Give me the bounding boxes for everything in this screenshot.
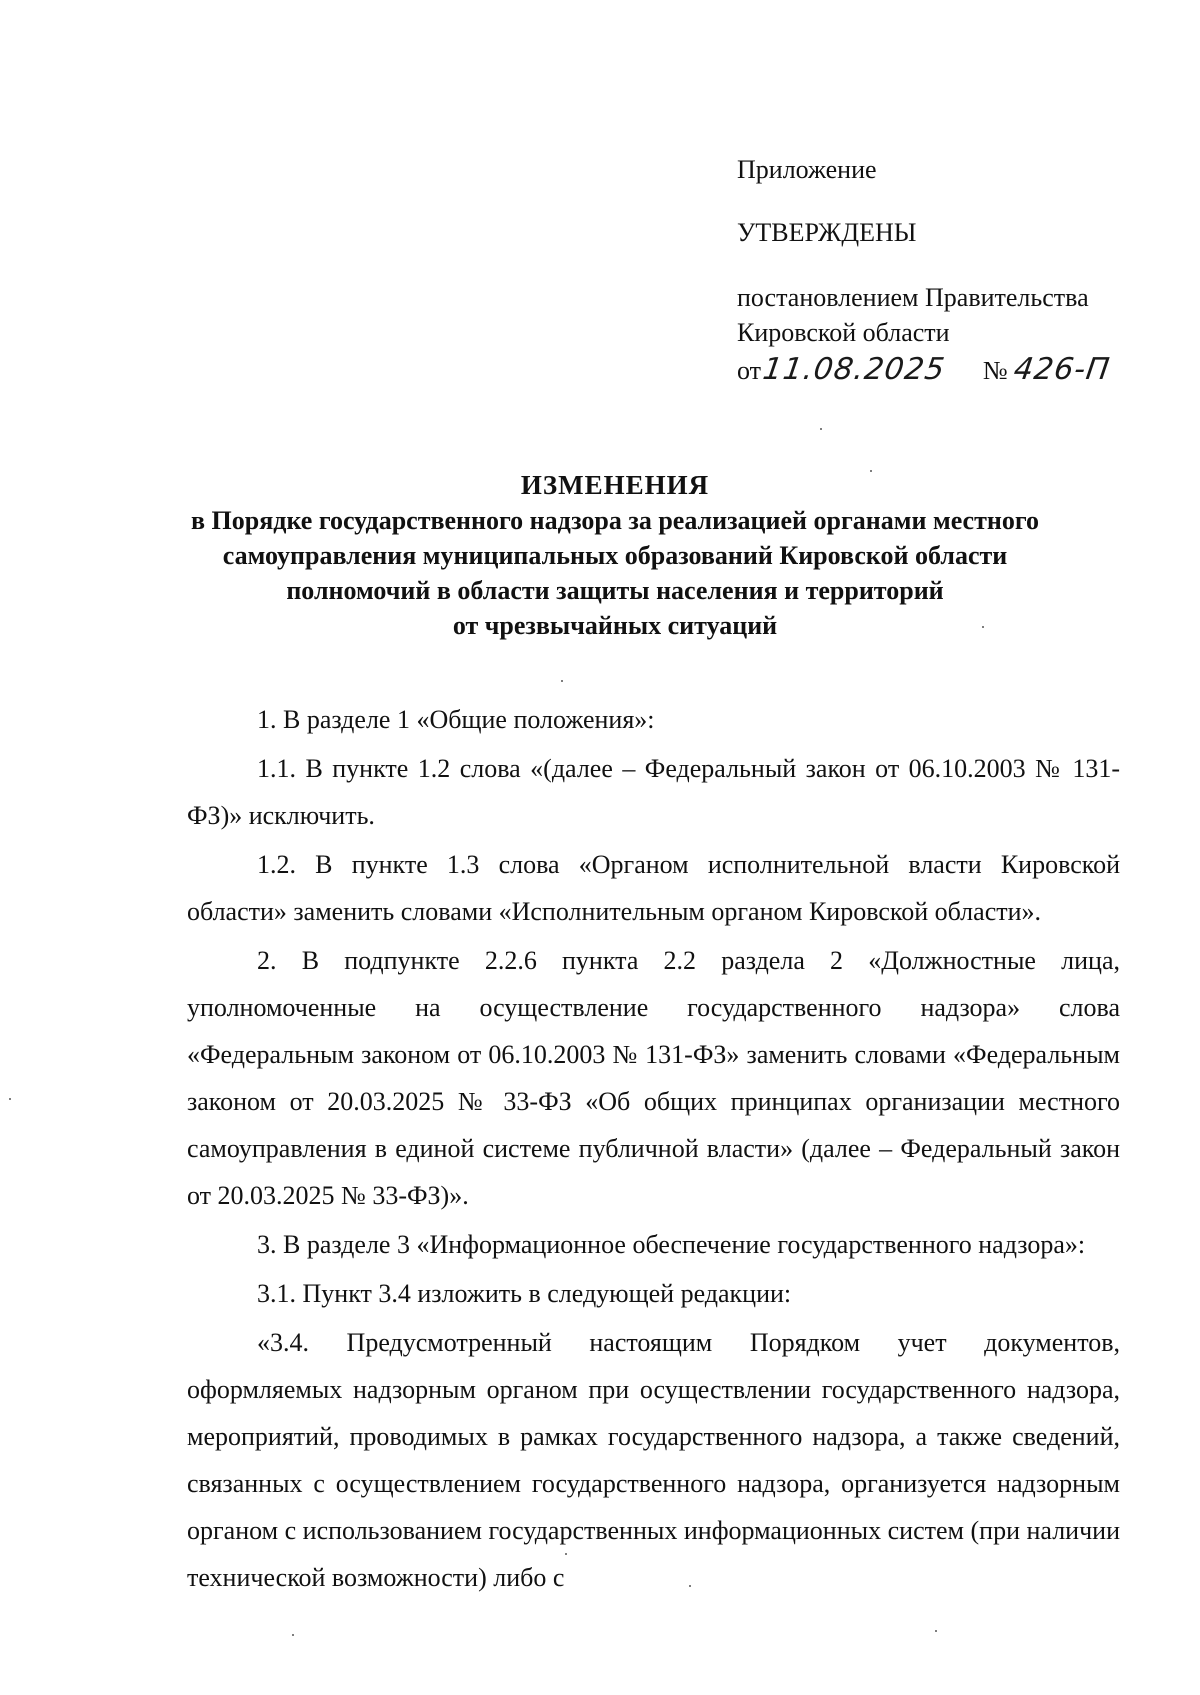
paragraph: 2. В подпункте 2.2.6 пункта 2.2 раздела 2 «Должностные лица, уполномоченные на осуществление государственного надзора» слова «Федеральным законом от 06.10.2003 № 131-ФЗ» заменить словами «Федеральным законом от 20.03.2025 № 33-ФЗ «Об общих принципах организации местного самоуправления в единой системе публичной власти» (далее – Федеральный закон от 20.03.2025 № 33-ФЗ)». bbox=[187, 946, 1120, 1210]
paragraph: 1.2. В пункте 1.3 слова «Органом исполнительной власти Кировской области» заменить словами «Исполнительным органом Кировской области». bbox=[187, 850, 1120, 926]
scan-speck bbox=[9, 1098, 11, 1100]
scan-speck bbox=[935, 1630, 937, 1632]
approval-block bbox=[737, 152, 1157, 391]
appendix-label: Приложение bbox=[737, 155, 877, 184]
number-prefix: № bbox=[982, 356, 1008, 386]
paragraph: 3. В разделе 3 «Информационное обеспечение государственного надзора»: bbox=[257, 1230, 1086, 1259]
title-line: полномочий в области защиты населения и территорий bbox=[286, 576, 944, 605]
approved-label: УТВЕРЖДЕНЫ bbox=[737, 218, 917, 248]
title-line: от чрезвычайных ситуаций bbox=[452, 611, 778, 640]
scan-speck bbox=[982, 626, 984, 628]
scan-speck bbox=[561, 680, 563, 682]
date-prefix: от bbox=[737, 356, 762, 386]
handwritten-date: 11.08.2025 bbox=[760, 352, 948, 388]
decree-date-number bbox=[737, 350, 1157, 391]
paragraph: 1. В разделе 1 «Общие положения»: bbox=[257, 705, 655, 734]
scan-speck bbox=[565, 1553, 567, 1555]
decree-line-1: постановлением Правительства bbox=[737, 283, 1089, 313]
paragraph: 3.1. Пункт 3.4 изложить в следующей редакции: bbox=[257, 1279, 792, 1308]
scan-speck bbox=[870, 470, 872, 472]
document-title bbox=[150, 468, 1080, 643]
title-line: в Порядке государственного надзора за реализацией органами местного bbox=[191, 506, 1039, 535]
handwritten-number: 426-П bbox=[1011, 352, 1112, 388]
paragraph: «3.4. Предусмотренный настоящим Порядком учет документов, оформляемых надзорным органом при осуществлении государственного надзора, мероприятий, проводимых в рамках государственного надзора, а также сведений, связанных с осуществлением государственного надзора, организуется надзорным органом с использованием государственных информационных систем (при наличии технической возможности) либо с bbox=[187, 1328, 1120, 1592]
title-main: ИЗМЕНЕНИЯ bbox=[520, 470, 710, 500]
document-body bbox=[187, 696, 1120, 1603]
scan-speck bbox=[820, 428, 822, 430]
decree-line-2: Кировской области bbox=[737, 318, 950, 348]
paragraph: 1.1. В пункте 1.2 слова «(далее – Федеральный закон от 06.10.2003 № 131-ФЗ)» исключить. bbox=[187, 754, 1120, 830]
scan-speck bbox=[689, 1585, 691, 1587]
title-line: самоуправления муниципальных образований Кировской области bbox=[222, 541, 1008, 570]
scan-speck bbox=[292, 1634, 294, 1636]
